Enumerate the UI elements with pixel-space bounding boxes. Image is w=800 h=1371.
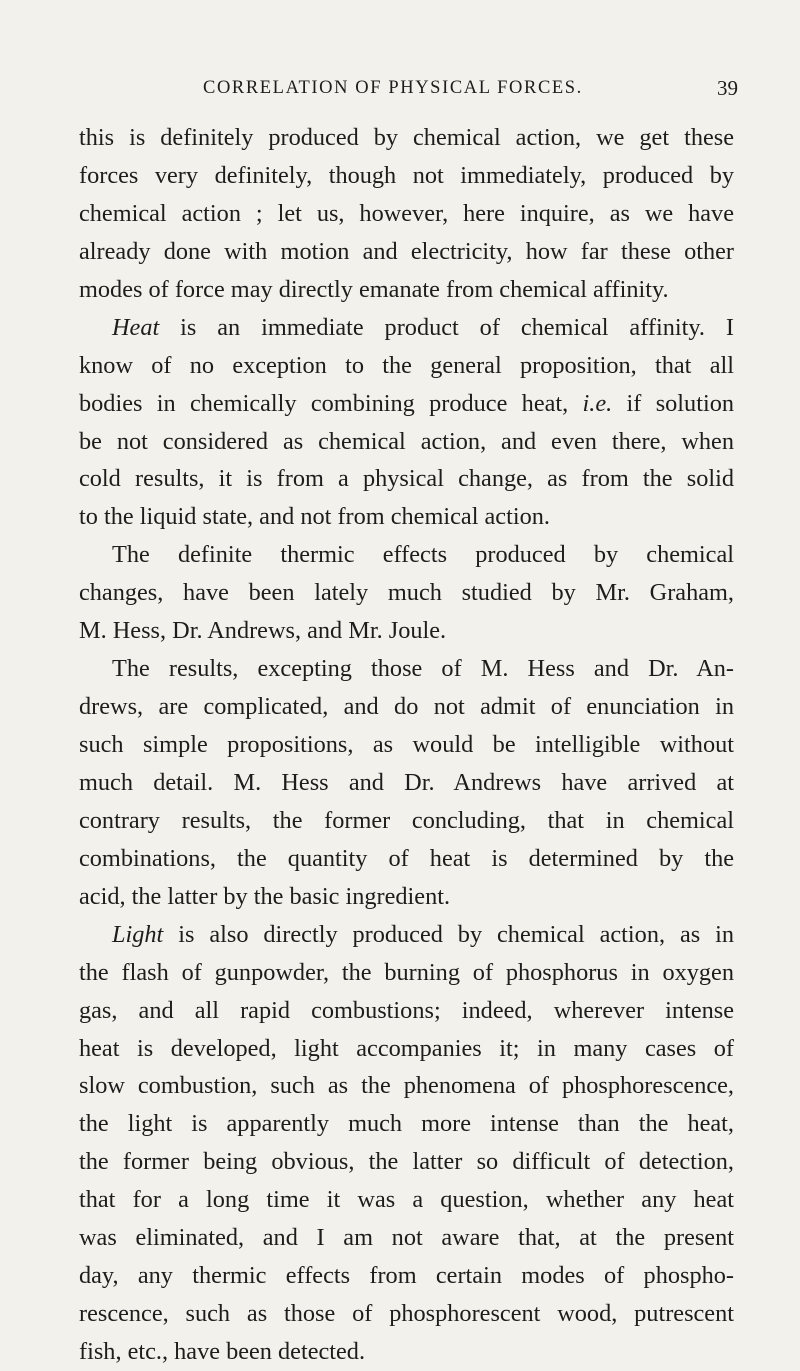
text-line: contrary results, the former concluding, that in chemical bbox=[79, 806, 734, 834]
text-line: acid, the latter by the basic ingredient. bbox=[79, 882, 451, 910]
text-line: the flash of gunpowder, the burning of phosphorus in oxygen bbox=[79, 958, 734, 986]
text-line: be not considered as chemical action, and even there, when bbox=[79, 427, 734, 455]
text-line: bodies in chemically combining produce heat, i.e. if solution bbox=[79, 389, 734, 417]
text-line: modes of force may directly emanate from chemical affinity. bbox=[79, 275, 669, 303]
text-line: the former being obvious, the latter so difficult of detection, bbox=[79, 1148, 734, 1176]
text-line: drews, are complicated, and do not admit of enunciation in bbox=[79, 693, 734, 721]
page-number: 39 bbox=[717, 76, 738, 100]
text-line: rescence, such as those of phosphorescent wood, putrescent bbox=[79, 1300, 734, 1328]
text-line: fish, etc., have been detected. bbox=[79, 1338, 366, 1365]
italic-term: Heat bbox=[112, 313, 160, 341]
text-line: M. Hess, Dr. Andrews, and Mr. Joule. bbox=[79, 617, 447, 645]
text-line: Heat is an immediate product of chemical affinity. I bbox=[112, 313, 734, 341]
text-line: The results, excepting those of M. Hess and Dr. An- bbox=[112, 655, 734, 683]
text-line: The definite thermic effects produced by chemical bbox=[112, 541, 734, 569]
running-head: CORRELATION OF PHYSICAL FORCES. bbox=[203, 78, 583, 98]
text-line: know of no exception to the general proposition, that all bbox=[79, 351, 734, 379]
text-line: such simple propositions, as would be intelligible without bbox=[79, 731, 734, 758]
text-line: gas, and all rapid combustions; indeed, wherever intense bbox=[79, 996, 734, 1024]
text-line: chemical action ; let us, however, here inquire, as we have bbox=[79, 199, 734, 227]
text-line: heat is developed, light accompanies it; in many cases of bbox=[79, 1034, 734, 1062]
text-line: the light is apparently much more intense than the heat, bbox=[79, 1110, 734, 1138]
italic-term: Light bbox=[112, 920, 164, 948]
text-line: slow combustion, such as the phenomena of phosphorescence, bbox=[79, 1072, 734, 1100]
italic-term: i.e. bbox=[582, 389, 613, 417]
body-text bbox=[79, 119, 734, 1371]
text-line: this is definitely produced by chemical action, we get these bbox=[79, 124, 734, 151]
text-line: that for a long time it was a question, whether any heat bbox=[79, 1186, 734, 1214]
text-line: much detail. M. Hess and Dr. Andrews have arrived at bbox=[79, 768, 734, 796]
text-line: was eliminated, and I am not aware that, at the present bbox=[79, 1224, 734, 1252]
text-line: Light is also directly produced by chemical action, as in bbox=[112, 920, 734, 948]
text-line: combinations, the quantity of heat is determined by the bbox=[79, 844, 734, 872]
text-line: to the liquid state, and not from chemical action. bbox=[79, 503, 550, 531]
text-line: forces very definitely, though not immediately, produced by bbox=[79, 161, 734, 189]
text-line: already done with motion and electricity, how far these other bbox=[79, 237, 734, 265]
text-line: cold results, it is from a physical change, as from the solid bbox=[79, 465, 734, 493]
text-line: day, any thermic effects from certain modes of phospho- bbox=[79, 1262, 734, 1290]
text-line: changes, have been lately much studied by Mr. Graham, bbox=[79, 579, 734, 607]
